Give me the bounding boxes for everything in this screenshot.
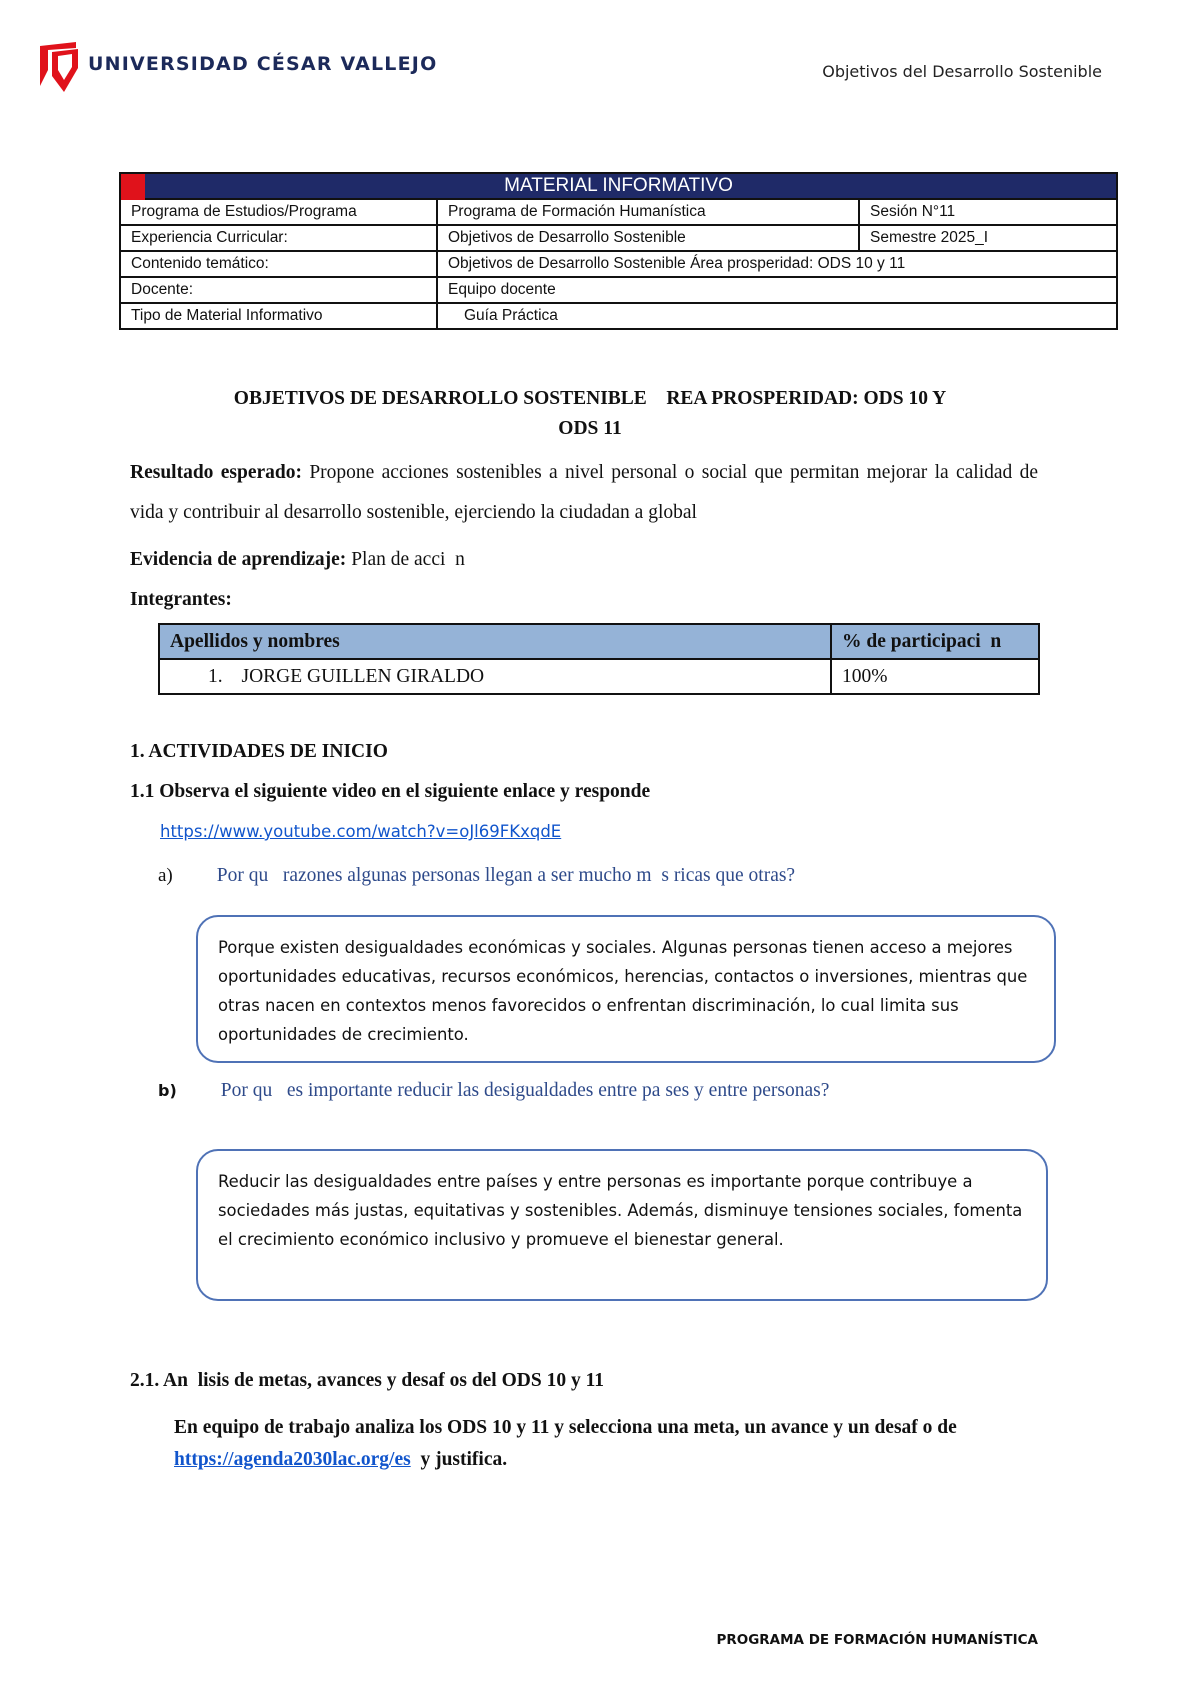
- table-row: [159, 659, 1039, 694]
- evidencia-label: Evidencia de aprendizaje:: [130, 549, 347, 570]
- integrantes-label: Integrantes:: [130, 589, 232, 610]
- section1-title: 1. ACTIVIDADES DE INICIO: [130, 741, 388, 762]
- info-row: [120, 199, 1117, 225]
- header-course-title: Objetivos del Desarrollo Sostenible: [822, 62, 1102, 81]
- red-marker: [121, 174, 145, 200]
- info-extra: Sesión N°11: [859, 199, 1117, 225]
- info-row: [120, 277, 1117, 303]
- col-name-header: Apellidos y nombres: [159, 624, 831, 659]
- info-value: Objetivos de Desarrollo Sostenible Área prosperidad: ODS 10 y 11: [437, 251, 1117, 277]
- members-header: [159, 624, 1039, 659]
- info-value: Programa de Formación Humanística: [437, 199, 859, 225]
- question-b-label: b): [158, 1081, 177, 1100]
- evidencia: [130, 540, 1038, 580]
- info-value: Guía Práctica: [437, 303, 1117, 329]
- section2-title: 2.1. An lisis de metas, avances y desaf os del ODS 10 y 11: [130, 1370, 604, 1391]
- evidencia-text: Plan de acci n: [351, 549, 465, 570]
- info-row: [120, 303, 1117, 329]
- question-b: [158, 1080, 829, 1102]
- member-number: 1.: [208, 665, 223, 687]
- section2-text: En equipo de trabajo analiza los ODS 10 y 11 y selecciona una meta, un avance y un desaf o de: [174, 1417, 957, 1438]
- members-table: [158, 623, 1040, 695]
- section2-body: [174, 1412, 1054, 1476]
- section2-text-end: y justifica.: [410, 1449, 508, 1470]
- answer-a-box[interactable]: Porque existen desigualdades económicas y sociales. Algunas personas tienen acceso a mejores oportunidades educativas, recursos económicos, herencias, contactos o inversiones, mientras que otras nacen en contextos menos favorecidos o enfrentan discriminación, lo cual limita sus oportunidades de crecimiento.: [196, 915, 1056, 1063]
- ucv-shield-icon: [38, 40, 86, 92]
- col-pct-header: % de participaci n: [831, 624, 1039, 659]
- info-table-title: MATERIAL INFORMATIVO: [120, 173, 1117, 199]
- university-name: UNIVERSIDAD CÉSAR VALLEJO: [88, 53, 438, 75]
- resultado-text: Propone acciones sostenibles a nivel personal o social que permitan mejorar la calidad de vida y contribuir al desarrollo sostenible, ejerciendo la ciudadan a global: [130, 462, 1039, 523]
- info-label: Tipo de Material Informativo: [120, 303, 437, 329]
- resultado-label: Resultado esperado:: [130, 462, 302, 483]
- resultado-esperado: [130, 453, 1038, 533]
- question-a-text: Por qu razones algunas personas llegan a ser mucho m s ricas que otras?: [216, 865, 796, 886]
- question-a: [158, 865, 795, 887]
- info-row: [120, 251, 1117, 277]
- answer-b-box[interactable]: Reducir las desigualdades entre países y entre personas es importante porque contribuye a sociedades más justas, equitativas y sostenibles. Además, disminuye tensiones sociales, fomenta el crecimiento económico inclusivo y promueve el bienestar general.: [196, 1149, 1048, 1301]
- info-row: [120, 225, 1117, 251]
- document-title: OBJETIVOS DE DESARROLLO SOSTENIBLE REA PROSPERIDAD: ODS 10 Y ODS 11: [233, 388, 947, 439]
- info-value: Equipo docente: [437, 277, 1117, 303]
- question-b-text: Por qu es importante reducir las desigualdades entre pa ses y entre personas?: [220, 1080, 830, 1101]
- member-name-cell: [159, 659, 831, 694]
- info-label: Contenido temático:: [120, 251, 437, 277]
- info-label: Programa de Estudios/Programa: [120, 199, 437, 225]
- info-extra: Semestre 2025_I: [859, 225, 1117, 251]
- video-link[interactable]: https://www.youtube.com/watch?v=oJl69FKxqdE: [160, 822, 562, 841]
- section1-subtitle: 1.1 Observa el siguiente video en el siguiente enlace y responde: [130, 781, 651, 802]
- info-label: Docente:: [120, 277, 437, 303]
- page-footer: PROGRAMA DE FORMACIÓN HUMANÍSTICA: [716, 1632, 1038, 1648]
- info-table: [119, 172, 1118, 330]
- info-value: Objetivos de Desarrollo Sostenible: [437, 225, 859, 251]
- agenda-link[interactable]: https://agenda2030lac.org/es: [174, 1449, 411, 1470]
- member-pct: 100%: [831, 659, 1039, 694]
- member-name: JORGE GUILLEN GIRALDO: [241, 665, 485, 687]
- question-a-label: a): [158, 865, 173, 886]
- info-label: Experiencia Curricular:: [120, 225, 437, 251]
